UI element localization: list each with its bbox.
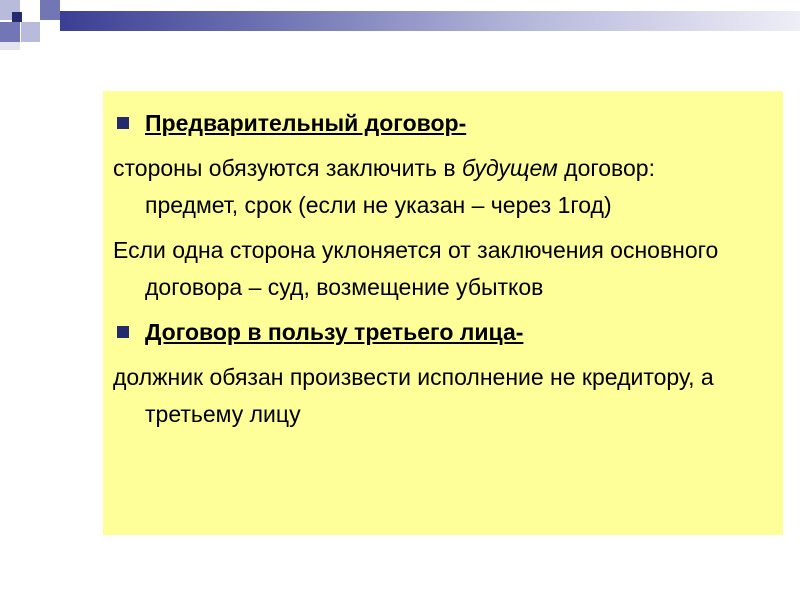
paragraph-preliminary-definition <box>113 150 743 224</box>
content-panel <box>103 91 783 535</box>
decor-square <box>12 12 22 22</box>
decor-square <box>0 22 20 42</box>
square-bullet-icon <box>117 117 129 129</box>
header-gradient-band <box>60 11 800 31</box>
decor-square <box>0 42 20 50</box>
decor-square <box>40 0 60 20</box>
decor-square <box>40 22 60 42</box>
decor-square <box>21 0 41 20</box>
bullet-heading-preliminary-contract <box>113 105 743 142</box>
heading-preliminary-contract: Предварительный договор- <box>145 110 467 136</box>
paragraph-text: договор: предмет, срок (если не указан – через 1год) <box>145 155 655 218</box>
paragraph-text: стороны обязуются заключить в <box>113 155 463 181</box>
square-bullet-icon <box>117 326 129 338</box>
paragraph-third-party-definition: должник обязан произвести исполнение не кредитору, а третьему лицу <box>113 364 714 427</box>
paragraph-evasion: Если одна сторона уклоняется от заключения основного договора – суд, возмещение убытков <box>113 237 719 300</box>
decor-square <box>21 22 41 42</box>
bullet-heading-third-party-contract <box>113 314 743 351</box>
emphasis-text: будущем <box>462 155 558 181</box>
heading-third-party-contract: Договор в пользу третьего лица- <box>145 319 524 345</box>
